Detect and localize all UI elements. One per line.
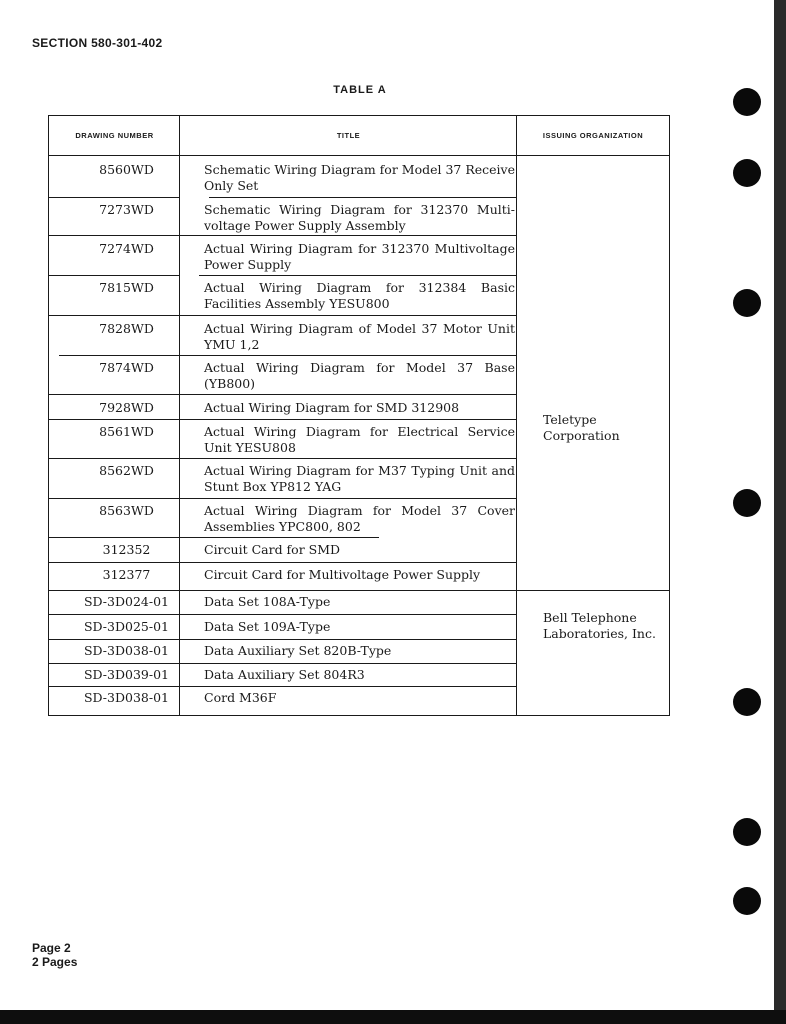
- drawing-title: Cord M36F: [204, 690, 277, 705]
- drawing-number: 7274WD: [99, 241, 154, 256]
- drawing-number: SD-3D025-01: [83, 619, 169, 634]
- drawing-number: 8563WD: [99, 503, 154, 518]
- drawing-number: 7815WD: [99, 280, 154, 295]
- column-divider: [516, 116, 517, 715]
- drawing-number: SD-3D039-01: [83, 667, 169, 682]
- drawing-title: Actual Wiring Diagram for M37 Typing Unit and Stunt Box YP812 YAG: [204, 463, 515, 494]
- table-title: TABLE A: [333, 84, 387, 96]
- row-divider: [49, 197, 179, 198]
- drawing-number: 312377: [102, 567, 151, 582]
- drawing-number: SD-3D038-01: [83, 690, 169, 705]
- punch-hole: [733, 88, 761, 116]
- row-divider: [49, 614, 516, 615]
- row-divider: [59, 355, 516, 356]
- drawing-title: Data Set 109A-Type: [204, 619, 331, 634]
- header-title: TITLE: [336, 130, 361, 140]
- drawing-number: 7828WD: [99, 321, 154, 336]
- punch-hole: [733, 289, 761, 317]
- drawing-number: 7273WD: [99, 202, 154, 217]
- issuing-organization-teletype: Teletype Corporation: [543, 412, 620, 443]
- page-count: 2 Pages: [32, 955, 78, 969]
- row-divider: [49, 562, 516, 563]
- row-divider: [49, 315, 516, 316]
- drawing-title: Actual Wiring Diagram for Electrical Service Unit YESU808: [204, 424, 515, 455]
- punch-hole: [733, 818, 761, 846]
- section-header: SECTION 580-301-402: [32, 36, 163, 50]
- punch-hole: [733, 688, 761, 716]
- row-divider: [49, 419, 516, 420]
- header-drawing-number: DRAWING NUMBER: [75, 130, 154, 140]
- punch-hole: [733, 489, 761, 517]
- row-divider: [49, 235, 516, 236]
- drawing-title: Actual Wiring Diagram for SMD 312908: [204, 400, 460, 415]
- drawing-number: SD-3D024-01: [83, 594, 169, 609]
- drawing-number: 7928WD: [99, 400, 154, 415]
- drawing-title: Actual Wiring Diagram for 312370 Multivoltage Power Supply: [204, 241, 515, 272]
- row-divider: [209, 197, 516, 198]
- page-number: Page 2: [32, 941, 71, 955]
- row-divider: [199, 275, 516, 276]
- row-divider: [49, 686, 516, 687]
- drawing-table: [48, 115, 670, 716]
- row-divider: [49, 639, 516, 640]
- drawing-number: 312352: [102, 542, 151, 557]
- drawing-title: Actual Wiring Diagram for Model 37 Base (YB800): [204, 360, 515, 391]
- row-divider: [49, 663, 516, 664]
- row-divider: [49, 275, 179, 276]
- drawing-number: SD-3D038-01: [83, 643, 169, 658]
- drawing-title: Schematic Wiring Diagram for Model 37 Receive Only Set: [204, 162, 516, 193]
- drawing-title: Circuit Card for SMD: [204, 542, 341, 557]
- group-divider: [49, 590, 669, 591]
- punch-hole: [733, 887, 761, 915]
- drawing-title: Data Set 108A-Type: [204, 594, 331, 609]
- drawing-title: Circuit Card for Multivoltage Power Supply: [204, 567, 481, 582]
- page-footer: [32, 941, 77, 969]
- row-divider: [49, 458, 516, 459]
- drawing-number: 7874WD: [99, 360, 154, 375]
- drawing-title: Data Auxiliary Set 804R3: [204, 667, 365, 682]
- scan-right-edge: [774, 0, 786, 1024]
- drawing-number: 8560WD: [99, 162, 154, 177]
- issuing-organization-bell: Bell Telephone Laboratories, Inc.: [543, 610, 656, 641]
- drawing-title: Schematic Wiring Diagram for 312370 Multi-voltage Power Supply Assembly: [204, 202, 515, 233]
- header-divider: [49, 155, 669, 156]
- scan-bottom-edge: [0, 1010, 786, 1024]
- row-divider: [49, 498, 516, 499]
- drawing-title: Actual Wiring Diagram for 312384 Basic Facilities Assembly YESU800: [204, 280, 515, 311]
- drawing-number: 8561WD: [99, 424, 154, 439]
- row-divider: [49, 394, 516, 395]
- punch-hole: [733, 159, 761, 187]
- row-divider: [49, 537, 379, 538]
- header-issuing-organization: ISSUING ORGANIZATION: [542, 130, 644, 140]
- drawing-title: Actual Wiring Diagram of Model 37 Motor Unit YMU 1,2: [204, 321, 515, 352]
- drawing-number: 8562WD: [99, 463, 154, 478]
- drawing-title: Data Auxiliary Set 820B-Type: [204, 643, 392, 658]
- drawing-title: Actual Wiring Diagram for Model 37 Cover Assemblies YPC800, 802: [204, 503, 515, 534]
